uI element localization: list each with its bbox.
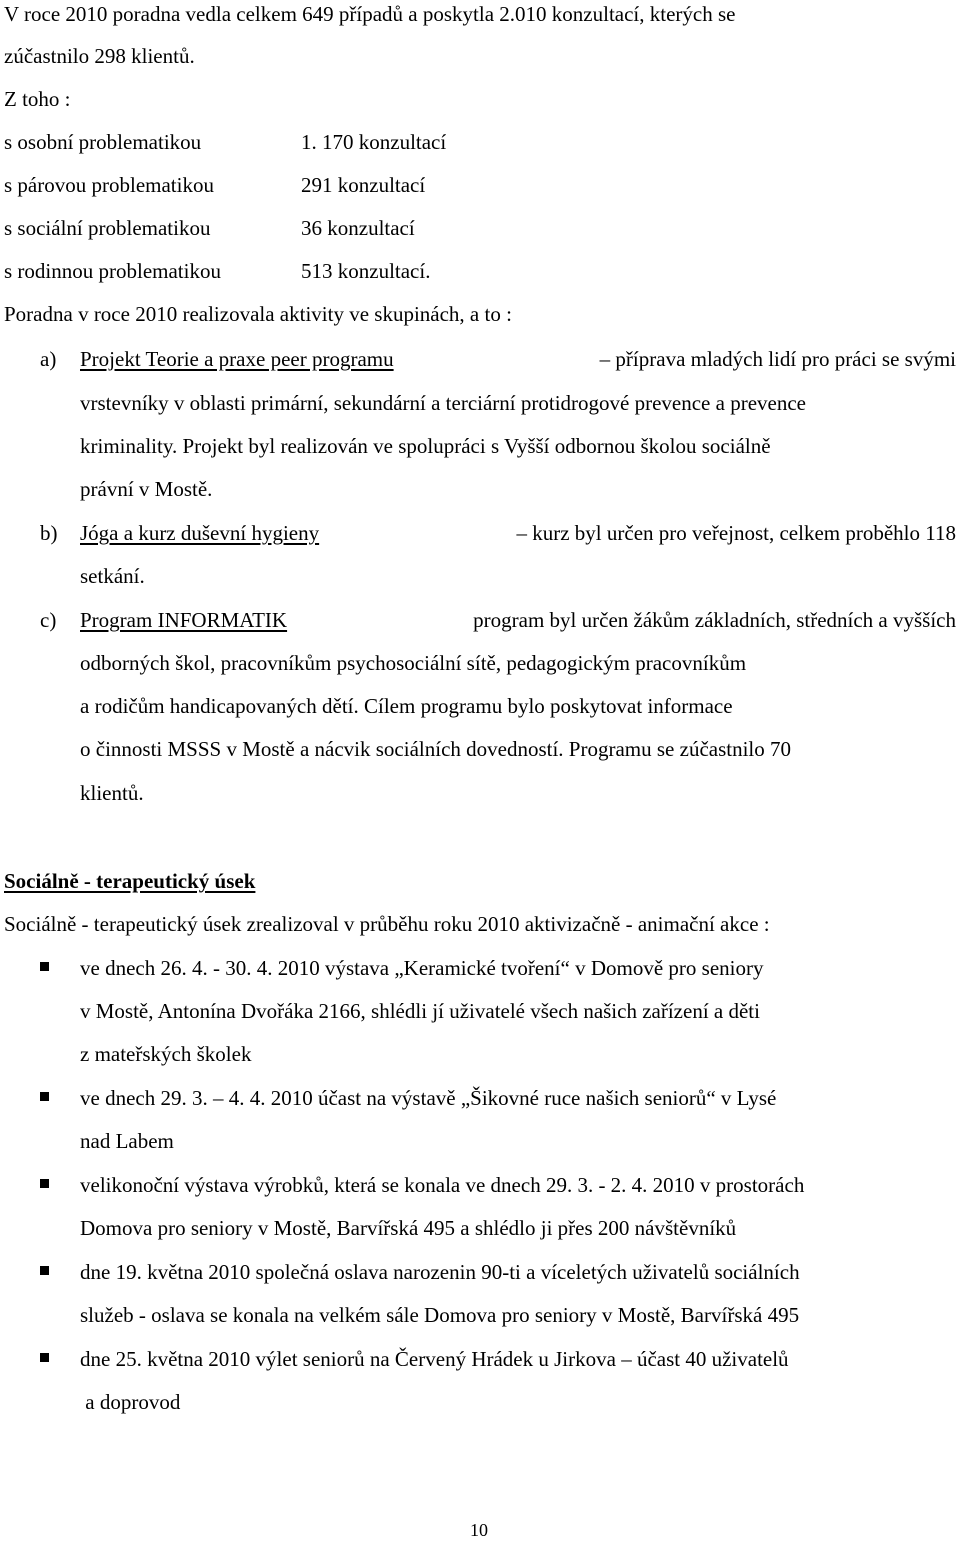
item-a-line-2: vrstevníky v oblasti primární, sekundární a terciární protidrogové prevence a prevence — [80, 391, 806, 415]
bullet-3-line-2: Domova pro seniory v Mostě, Barvířská 495 a shlédlo ji přes 200 návštěvníků — [80, 1216, 737, 1240]
intro-line-1: V roce 2010 poradna vedla celkem 649 případů a poskytla 2.010 konzultací, kterých se — [4, 2, 736, 26]
item-marker: a) — [40, 347, 57, 371]
bullet-2-line-1: ve dnech 29. 3. – 4. 4. 2010 účast na výstavě „Šikovné ruce našich seniorů“ v Lysé — [80, 1086, 777, 1110]
item-b-line-1 — [80, 519, 956, 547]
bullet-icon — [40, 1092, 49, 1101]
item-c-line-1 — [80, 606, 956, 634]
item-c-title: Program INFORMATIK — [80, 608, 288, 632]
bullet-1-line-1: ve dnech 26. 4. - 30. 4. 2010 výstava „Keramické tvoření“ v Domově pro seniory — [80, 956, 764, 980]
item-a-line-1 — [80, 345, 956, 373]
item-c-line-3: a rodičům handicapovaných dětí. Cílem programu bylo poskytovat informace — [80, 694, 733, 718]
stat-label: s rodinnou problematikou — [4, 259, 221, 283]
bullet-icon — [40, 1353, 49, 1362]
item-a-title: Projekt Teorie a praxe peer programu — [80, 347, 394, 371]
stat-label: s osobní problematikou — [4, 130, 202, 154]
bullet-4-line-1: dne 19. května 2010 společná oslava narozenin 90-ti a víceletých uživatelů sociálních — [80, 1260, 800, 1284]
item-marker: b) — [40, 521, 58, 545]
item-a-line-4: právní v Mostě. — [80, 477, 213, 501]
bullet-2-line-2: nad Labem — [80, 1129, 174, 1153]
item-c-line-1-rest: program byl určen žákům základních, středních a vyšších — [473, 608, 956, 632]
section-heading: Sociálně - terapeutický úsek — [4, 869, 256, 893]
stat-label: s párovou problematikou — [4, 173, 214, 197]
groups-intro: Poradna v roce 2010 realizovala aktivity ve skupinách, a to : — [4, 302, 512, 326]
item-c-line-5: klientů. — [80, 781, 144, 805]
item-b-line-2: setkání. — [80, 564, 145, 588]
item-b-title: Jóga a kurz duševní hygieny — [80, 521, 320, 545]
z-toho-label: Z toho : — [4, 87, 71, 111]
bullet-5-line-1: dne 25. května 2010 výlet seniorů na Červený Hrádek u Jirkova – účast 40 uživatelů — [80, 1347, 789, 1371]
stat-value: 36 konzultací — [301, 216, 415, 240]
item-marker: c) — [40, 608, 57, 632]
stat-value: 291 konzultací — [301, 173, 426, 197]
intro-line-2: zúčastnilo 298 klientů. — [4, 44, 195, 68]
item-c-line-4: o činnosti MSSS v Mostě a nácvik sociálních dovedností. Programu se zúčastnilo 70 — [80, 737, 792, 761]
stat-value: 1. 170 konzultací — [301, 130, 447, 154]
stat-value: 513 konzultací. — [301, 259, 431, 283]
bullet-3-line-1: velikonoční výstava výrobků, která se konala ve dnech 29. 3. - 2. 4. 2010 v prostorách — [80, 1173, 805, 1197]
bullet-icon — [40, 1179, 49, 1188]
bullet-4-line-2: služeb - oslava se konala na velkém sále Domova pro seniory v Mostě, Barvířská 495 — [80, 1303, 800, 1327]
item-b-line-1-rest: – kurz byl určen pro veřejnost, celkem proběhlo 118 — [516, 521, 956, 545]
bullet-5-line-2: a doprovod — [80, 1390, 181, 1414]
bullet-1-line-3: z mateřských školek — [80, 1042, 252, 1066]
item-c-line-2: odborných škol, pracovníkům psychosociální sítě, pedagogickým pracovníkům — [80, 651, 747, 675]
bullet-1-line-2: v Mostě, Antonína Dvořáka 2166, shlédli jí uživatelé všech našich zařízení a děti — [80, 999, 760, 1023]
bullet-icon — [40, 1266, 49, 1275]
section-intro: Sociálně - terapeutický úsek zrealizoval v průběhu roku 2010 aktivizačně - animační akce : — [4, 912, 770, 936]
item-a-line-3: kriminality. Projekt byl realizován ve spolupráci s Vyšší odbornou školou sociálně — [80, 434, 771, 458]
item-a-line-1-rest: – příprava mladých lidí pro práci se svými — [599, 347, 956, 371]
stat-label: s sociální problematikou — [4, 216, 211, 240]
bullet-icon — [40, 962, 49, 971]
page-number: 10 — [470, 1520, 488, 1540]
